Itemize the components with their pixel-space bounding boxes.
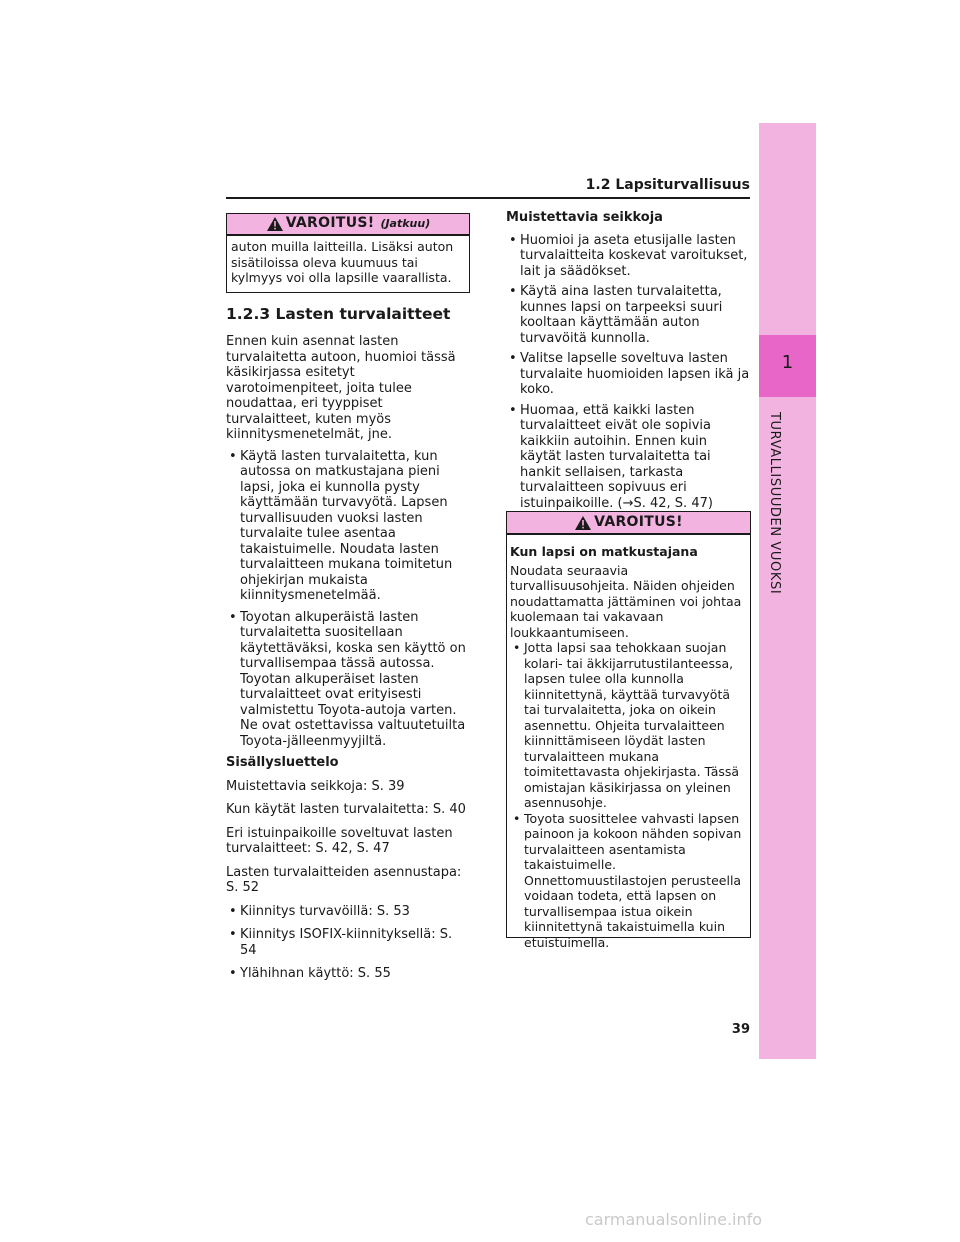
right-column — [506, 210, 750, 516]
section-title: 1.2.3 Lasten turvalaitteet — [226, 305, 451, 323]
section-intro: Ennen kuin asennat lasten turvalaitetta autoon, huomioi tässä käsikirjassa esitetyt varotoimenpiteet, joita tulee noudattaa, eri tyyppiset turvalaitteet, kuten myös kiinnitysmenetelmät, jne. — [226, 334, 456, 442]
toc-sub-entry: • Kiinnitys turvavöillä: S. 53 — [226, 904, 466, 920]
toc-entry: Lasten turvalaitteiden asennustapa: S. 52 — [226, 864, 462, 895]
watermark: carmanualsonline.info — [585, 1210, 763, 1229]
toc-entry: Eri istuinpaikoille soveltuvat lasten turvalaitteet: S. 42, S. 47 — [226, 825, 453, 856]
warning-title: VAROITUS! — [285, 215, 375, 232]
toc-heading: Sisällysluettelo — [226, 755, 339, 770]
toc-sub-entry: • Ylähihnan käyttö: S. 55 — [226, 966, 466, 982]
list-item: • Jotta lapsi saa tehokkaan suojan kolari- tai äkkijarrutustilanteessa, lapsen tulee olla kunnolla kiinnitettynä, käyttää turvavyötä tai turvalaitetta, joka on oikein asennettu. Ohjeita turvalaitteen kiinnittämiseen löydät lasten turvalaitteen mukana toimitettavasta ohjekirjasta. Tässä omistajan käsikirjassa on yleinen asennusohje. — [510, 640, 747, 811]
list-item: • Valitse lapselle soveltuva lasten turvalaite huomioiden lapsen ikä ja koko. — [506, 351, 750, 398]
warning-triangle-icon — [266, 216, 284, 232]
warning-header — [507, 512, 750, 535]
toc-entry: Muistettavia seikkoja: S. 39 — [226, 778, 405, 794]
toc-entry: Kun käytät lasten turvalaitetta: S. 40 — [226, 802, 466, 817]
warning-header — [227, 214, 469, 236]
list-item: • Huomaa, että kaikki lasten turvalaitteet eivät ole sopivia kaikkiin autoihin. Ennen kuin käytät lasten turvalaitetta tai hankit sellaisen, tarkasta turvalaitteen sopivuus eri istuinpaikoille. (→S. 42, S. 47) — [506, 403, 750, 512]
warning-box-continued — [226, 213, 470, 293]
section-bullets — [226, 449, 466, 750]
warning-continued-label: (Jatkuu) — [380, 217, 431, 231]
list-item: • Huomioi ja aseta etusijalle lasten turvalaitteita koskevat varoitukset, lait ja säädökset. — [506, 233, 750, 280]
list-item: • Käytä lasten turvalaitetta, kun autossa on matkustajana pieni lapsi, joka ei kunnolla pysty käyttämään turvavyötä. Lapsen turvallisuuden vuoksi lasten turvalaite tulee asentaa takaistuimelle. Noudata lasten turvalaitteen mukana toimitetun ohjekirjan mukaista kiinnitysmenetelmää. — [226, 449, 466, 604]
remember-heading: Muistettavia seikkoja — [506, 210, 663, 225]
list-item: • Käytä aina lasten turvalaitetta, kunnes lapsi on tarpeeksi suuri kooltaan käyttämään auton turvavöitä kunnolla. — [506, 284, 750, 346]
warning-subtitle: Kun lapsi on matkustajana — [510, 544, 698, 559]
warning-intro: Noudata seuraavia turvallisuusohjeita. Näiden ohjeiden noudattamatta jättäminen voi johtaa kuolemaan tai vakavaan loukkaantumiseen. — [510, 562, 742, 640]
warning-box — [506, 511, 751, 950]
warning-text: auton muilla laitteilla. Lisäksi auton sisätiloissa oleva kuumuus tai kylmyys voi olla lapsille vaarallista. — [231, 239, 454, 285]
warning-body — [507, 535, 750, 950]
list-item: • Toyotan alkuperäistä lasten turvalaitetta suositellaan käytettäväksi, koska sen käyttö on turvallisempaa tässä autossa. Toyotan alkuperäiset lasten turvalaitteet ovat erityisesti valmistettu Toyota-autoja varten. Ne ovat ostettavissa valtuutetuilta Toyota-jälleenmyyjiltä. — [226, 610, 466, 750]
warning-triangle-icon — [574, 515, 592, 531]
left-column — [226, 334, 466, 990]
page-number: 39 — [731, 1022, 750, 1037]
chapter-number: 1 — [781, 352, 794, 373]
warning-title: VAROITUS! — [594, 513, 683, 530]
list-item: • Toyota suosittelee vahvasti lapsen painoon ja kokoon nähden sopivan turvalaitteen asentamista takaistuimelle. Onnettomuustilastojen perusteella voidaan todeta, että lapsen on turvallisempaa istua oikein kiinnitettynä takaistuimella kuin etuistuimella. — [510, 811, 747, 951]
running-header: 1.2 Lapsiturvallisuus — [585, 177, 750, 193]
toc-sub-entry: • Kiinnitys ISOFIX-kiinnityksellä: S. 54 — [226, 927, 466, 958]
remember-bullets — [506, 233, 750, 512]
toc-sub-list — [226, 904, 466, 982]
header-rule — [226, 197, 750, 199]
chapter-title: TURVALLISUUDEN VUOKSI — [767, 412, 782, 595]
warning-bullets — [510, 640, 747, 950]
